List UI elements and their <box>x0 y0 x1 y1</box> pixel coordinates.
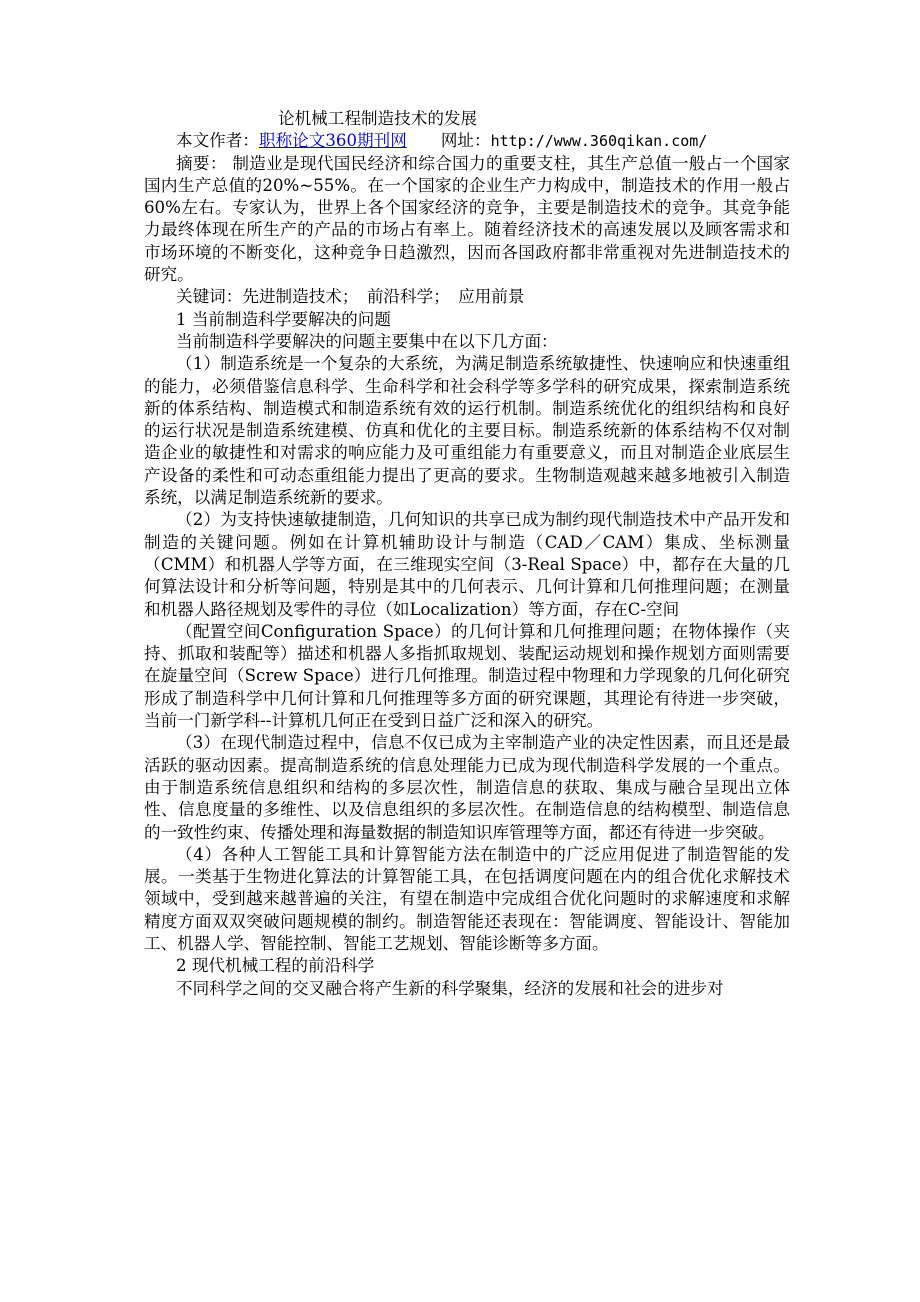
section1-heading: 1 当前制造科学要解决的问题 <box>176 309 391 329</box>
abstract-paragraph: 摘要： 制造业是现代国民经济和综合国力的重要支柱，其生产总值一般占一个国家国内生产总值的20%~55%。在一个国家的企业生产力构成中，制造技术的作用一般占60%左右。专家认为，世界上各个国家经济的竞争，主要是制造技术的竞争。其竞争能力最终体现在所生产的产品的市场占有率上。随着经济技术的高速发展以及顾客需求和市场环境的不断变化，这种竞争日趋激烈，因而各国政府都非常重视对先进制造技术的研究。 <box>144 153 790 285</box>
section1-paragraph-2b: （配置空间Configuration Space）的几何计算和几何推理问题；在物体操作（夹持、抓取和装配等）描述和机器人多指抓取规划、装配运动规划和操作规划方面则需要在旋量空间（Screw Space）进行几何推理。制造过程中物理和力学现象的几何化研究形成了制造科学中几何计算和几何推理等多方面的研究课题，其理论有待进一步突破，当前一门新学科--计算机几何正在受到日益广泛和深入的研究。 <box>144 621 790 731</box>
site-label: 网址： <box>440 131 491 151</box>
section2-paragraph-1: 不同科学之间的交叉融合将产生新的科学聚集，经济的发展和社会的进步对 <box>176 978 724 998</box>
section1-paragraph-3: （3）在现代制造过程中，信息不仅已成为主宰制造产业的决定性因素，而且还是最活跃的驱动因素。提高制造系统的信息处理能力已成为现代制造科学发展的一个重点。由于制造系统信息组织和结构的多层次性，制造信息的获取、集成与融合呈现出立体性、信息度量的多维性、以及信息组织的多层次性。在制造信息的结构模型、制造信息的一致性约束、传播处理和海量数据的制造知识库管理等方面，都还有待进一步突破。 <box>144 733 790 842</box>
author-link[interactable]: 职称论文360期刊网 <box>258 131 407 151</box>
author-label: 本文作者： <box>176 131 259 151</box>
document-body <box>144 108 790 1000</box>
author-line <box>144 130 790 152</box>
section1-paragraph-4: （4）各种人工智能工具和计算智能方法在制造中的广泛应用促进了制造智能的发展。一类基于生物进化算法的计算智能工具，在包括调度问题在内的组合优化求解技术领域中，受到越来越普遍的关注，有望在制造中完成组合优化问题时的求解速度和求解精度方面双双突破问题规模的制约。制造智能还表现在：智能调度、智能设计、智能加工、机器人学、智能控制、智能工艺规划、智能诊断等多方面。 <box>144 844 790 953</box>
site-url: http://www.360qikan.com/ <box>490 132 708 151</box>
section1-paragraph-1: （1）制造系统是一个复杂的大系统，为满足制造系统敏捷性、快速响应和快速重组的能力，必须借鉴信息科学、生命科学和社会科学等多学科的研究成果，探索制造系统新的体系结构、制造模式和制造系统有效的运行机制。制造系统优化的组织结构和良好的运行状况是制造系统建模、仿真和优化的主要目标。制造系统新的体系结构不仅对制造企业的敏捷性和对需求的响应能力及可重组能力有重要意义，而且对制造企业底层生产设备的柔性和可动态重组能力提出了更高的要求。生物制造观越来越多地被引入制造系统，以满足制造系统新的要求。 <box>144 354 790 508</box>
section1-intro: 当前制造科学要解决的问题主要集中在以下几方面： <box>176 331 558 351</box>
keywords-line: 关键词：先进制造技术； 前沿科学； 应用前景 <box>176 287 525 307</box>
document-title: 论机械工程制造技术的发展 <box>278 109 478 128</box>
section2-heading: 2 现代机械工程的前沿科学 <box>176 956 375 976</box>
section1-paragraph-2a: （2）为支持快速敏捷制造，几何知识的共享已成为制约现代制造技术中产品开发和制造的关键问题。例如在计算机辅助设计与制造（CAD／CAM）集成、坐标测量（CMM）和机器人学等方面，在三维现实空间（3-Real Space）中，都存在大量的几何算法设计和分析等问题，特别是其中的几何表示、几何计算和几何推理问题；在测量和机器人路径规划及零件的寻位（如Localization）等方面，存在C-空间 <box>144 510 790 619</box>
